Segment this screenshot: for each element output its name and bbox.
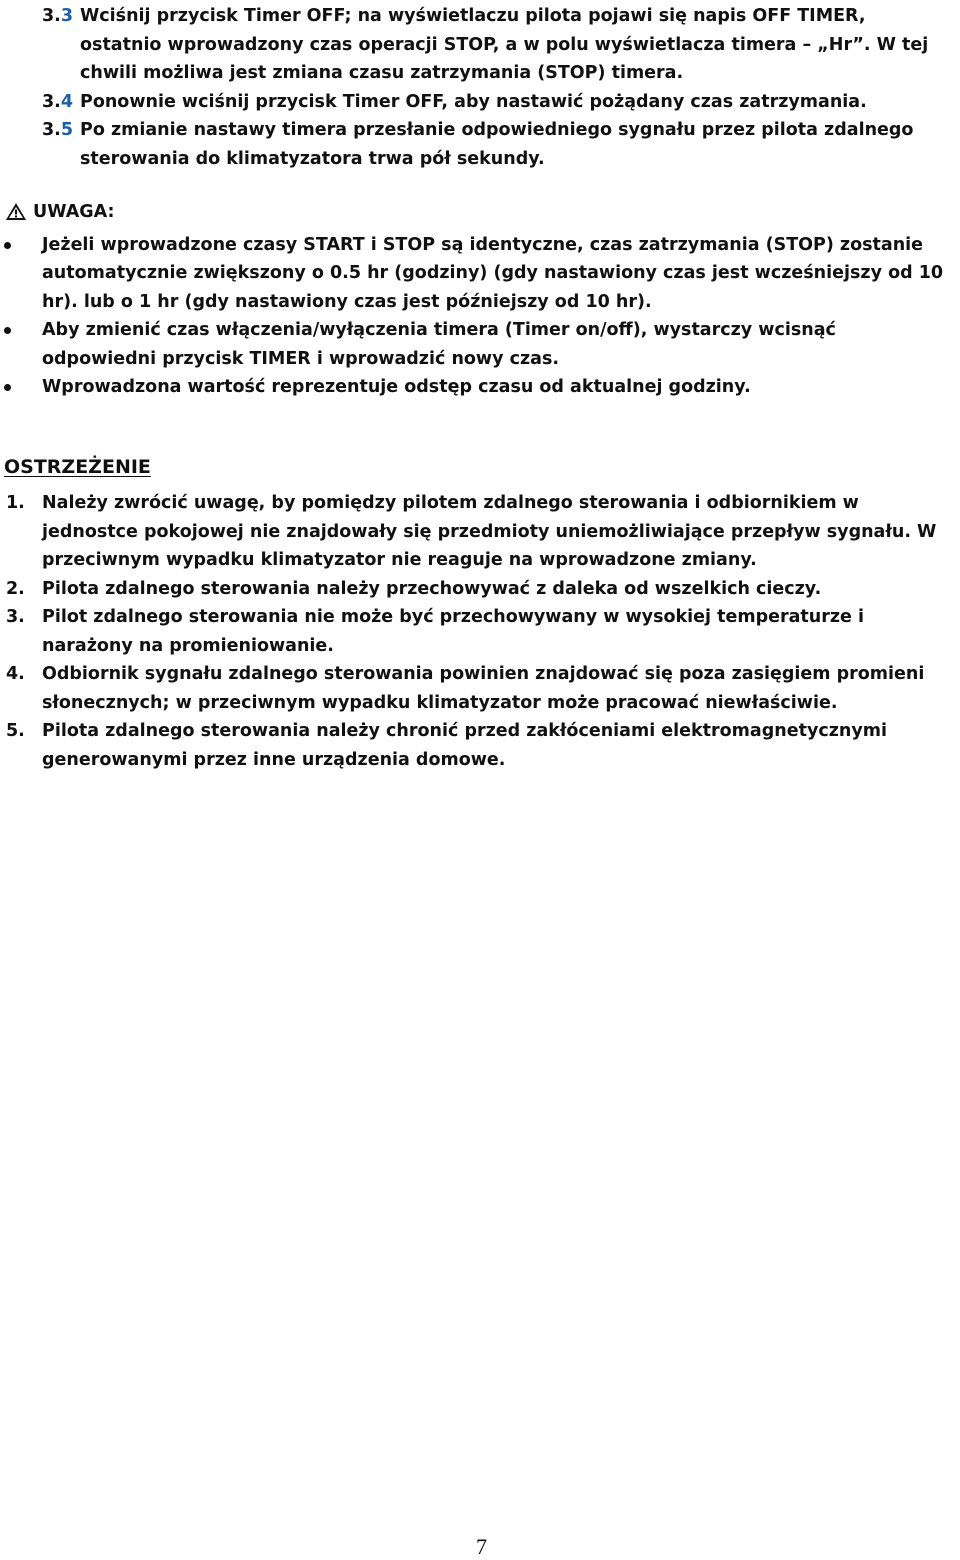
- item-text: Należy zwrócić uwagę, by pomiędzy pilotem zdalnego sterowania i odbiornikiem w jednostce pokojowej nie znajdowały się przedmioty uniemożliwiające przepływ sygnału. W przeciwnym wypadku klimatyzator nie reaguje na wprowadzone zmiany.: [42, 493, 937, 570]
- step-3-5: [42, 116, 942, 173]
- bullet-text: Jeżeli wprowadzone czasy START i STOP są identyczne, czas zatrzymania (STOP) zostanie automatycznie zwiększony o 0.5 hr (godziny) (gdy nastawiony czas jest wcześniejszy od 10 hr). lub o 1 hr (gdy nastawiony czas jest późniejszy od 10 hr).: [42, 234, 944, 312]
- warning-bullet-list: [0, 231, 950, 402]
- item-number: 3.: [6, 607, 25, 627]
- list-item: [0, 373, 950, 402]
- warning-box: [0, 198, 950, 402]
- bullet-icon: [4, 327, 11, 334]
- warning-title: UWAGA:: [33, 202, 115, 222]
- item-text: Pilot zdalnego sterowania nie może być przechowywany w wysokiej temperaturze i narażony na promieniowanie.: [42, 607, 865, 656]
- timer-steps: [42, 2, 942, 173]
- item-text: Pilota zdalnego sterowania należy przechowywać z daleka od wszelkich cieczy.: [42, 578, 822, 599]
- item-number: 4.: [6, 664, 25, 684]
- step-3-3: [42, 2, 942, 88]
- list-item: [0, 660, 950, 717]
- bullet-icon: [4, 242, 11, 249]
- list-item: [0, 603, 950, 660]
- warning-heading: [0, 198, 950, 227]
- item-number: 2.: [6, 578, 25, 599]
- list-item: [0, 575, 950, 604]
- item-text: Odbiornik sygnału zdalnego sterowania powinien znajdować się poza zasięgiem promieni słonecznych; w przeciwnym wypadku klimatyzator może pracować niewłaściwie.: [42, 664, 925, 713]
- item-number: 1.: [6, 493, 25, 513]
- step-text: Wciśnij przycisk Timer OFF; na wyświetlaczu pilota pojawi się napis OFF TIMER, ostatnio wprowadzony czas operacji STOP, a w polu wyświetlacza timera – „Hr”. W tej chwili możliwa jest zmiana czasu zatrzymania (STOP) timera.: [80, 6, 929, 83]
- page-number: 7: [476, 1534, 487, 1559]
- step-number: 3.3: [42, 6, 74, 26]
- step-number: 3.4: [42, 91, 74, 112]
- list-item: [0, 489, 950, 575]
- notice-heading: OSTRZEŻENIE: [4, 456, 151, 478]
- notice-list: [0, 489, 950, 774]
- list-item: [0, 717, 950, 774]
- item-text: Pilota zdalnego sterowania należy chronić przed zakłóceniami elektromagnetycznymi generowanymi przez inne urządzenia domowe.: [42, 721, 888, 770]
- warning-triangle-icon: [5, 202, 27, 221]
- step-3-4: [42, 88, 942, 117]
- step-text: Ponownie wciśnij przycisk Timer OFF, aby nastawić pożądany czas zatrzymania.: [80, 91, 867, 112]
- bullet-text: Wprowadzona wartość reprezentuje odstęp czasu od aktualnej godziny.: [42, 377, 751, 397]
- step-number: 3.5: [42, 120, 74, 140]
- step-text: Po zmianie nastawy timera przesłanie odpowiedniego sygnału przez pilota zdalnego sterowania do klimatyzatora trwa pół sekundy.: [80, 120, 914, 169]
- list-item: [0, 231, 950, 317]
- list-item: [0, 316, 950, 373]
- item-number: 5.: [6, 721, 25, 741]
- bullet-text: Aby zmienić czas włączenia/wyłączenia timera (Timer on/off), wystarczy wcisnąć odpowiedni przycisk TIMER i wprowadzić nowy czas.: [42, 320, 836, 369]
- bullet-icon: [4, 384, 11, 391]
